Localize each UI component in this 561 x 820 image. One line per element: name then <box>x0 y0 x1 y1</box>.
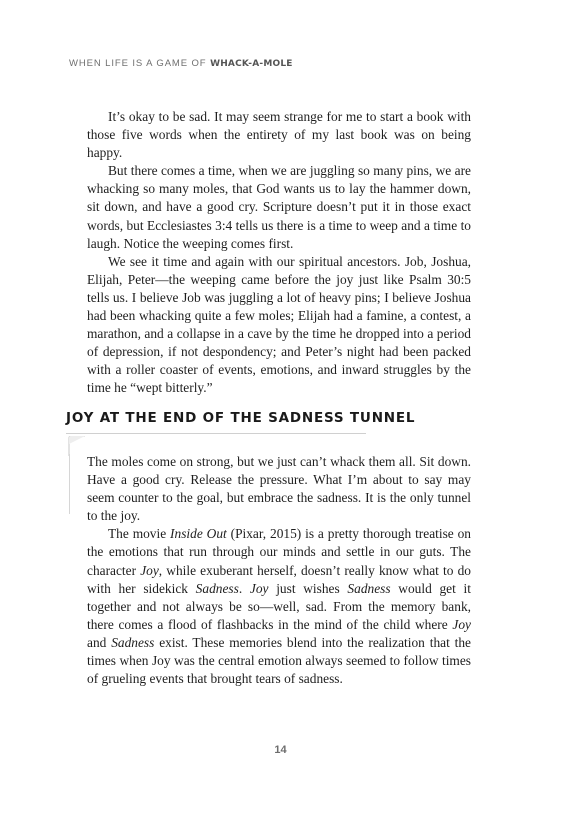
movie-text-7: and <box>87 634 112 650</box>
character-joy: Joy <box>249 580 269 596</box>
page-number: 14 <box>274 744 287 756</box>
running-head-title: WHEN LIFE IS A GAME OF <box>69 58 207 69</box>
movie-text-6: would get it together and not always be so—well, sad. From the memory bank, there comes a flood of flashbacks in the mind of the child where <box>87 580 471 632</box>
movie-text-3: , while exuberant herself, doesn’t really know what to do with her sidekick <box>87 562 471 596</box>
paragraph-opening: It’s okay to be sad. It may seem strange for me to start a book with those five words when the entirety of my last book was on being happy. <box>87 109 471 161</box>
heading-underline <box>66 433 366 434</box>
character-sadness: Sadness <box>195 580 239 596</box>
film-title: Inside Out <box>170 526 227 542</box>
corner-tab-icon <box>66 436 85 456</box>
paragraph-movie <box>87 525 471 688</box>
paragraph-juggling: But there comes a time, when we are juggling so many pins, we are whacking so many moles, that God wants us to lay the hammer down, sit down, and have a good cry. Scripture doesn’t put it in those exact words, but Ecclesiastes 3:4 tells us there is a time to weep and a time to laugh. Notice the weeping comes first. <box>87 163 471 251</box>
movie-text-1: The movie <box>108 526 171 542</box>
running-head-book-mark: WHACK-A-MOLE <box>210 59 293 69</box>
paragraph-moles: The moles come on strong, but we just can’t whack them all. Sit down. Have a good cry. Release the pressure. What I’m about to say may seem counter to the goal, but embrace the sadness. It is the only tunnel to the joy. <box>87 454 471 524</box>
section-heading: JOY AT THE END OF THE SADNESS TUNNEL <box>66 410 416 426</box>
movie-text-8: exist. These memories blend into the realization that the times when Joy was the central emotion always seemed to follow times of grueling events that brought tears of sadness. <box>87 634 472 687</box>
character-joy: Joy <box>452 616 471 632</box>
character-joy: Joy <box>140 562 159 578</box>
sidebar-rule <box>69 454 70 514</box>
movie-text-4: . <box>238 580 250 596</box>
movie-text-5: just wishes <box>268 580 348 596</box>
section-two-body <box>87 453 471 688</box>
movie-text-2: (Pixar, 2015) is a pretty thorough treatise on the emotions that run through our minds and settle in our guts. The character <box>87 526 471 578</box>
character-sadness: Sadness <box>111 634 155 650</box>
section-one-body <box>87 108 471 398</box>
character-sadness: Sadness <box>347 580 391 596</box>
running-head <box>69 58 293 69</box>
paragraph-ancestors: We see it time and again with our spiritual ancestors. Job, Joshua, Elijah, Peter—the weeping came before the joy just like Psalm 30:5 tells us. I believe Job was juggling a lot of heavy pins; I believe Joshua had been whacking quite a few moles; Elijah had a famine, a contest, a marathon, and a collapse in a cave by the time he dropped into a period of depression, if not despondency; and Peter’s night had been packed with a roller coaster of events, emotions, and inward struggles by the time he “wept bitterly.” <box>87 253 471 396</box>
